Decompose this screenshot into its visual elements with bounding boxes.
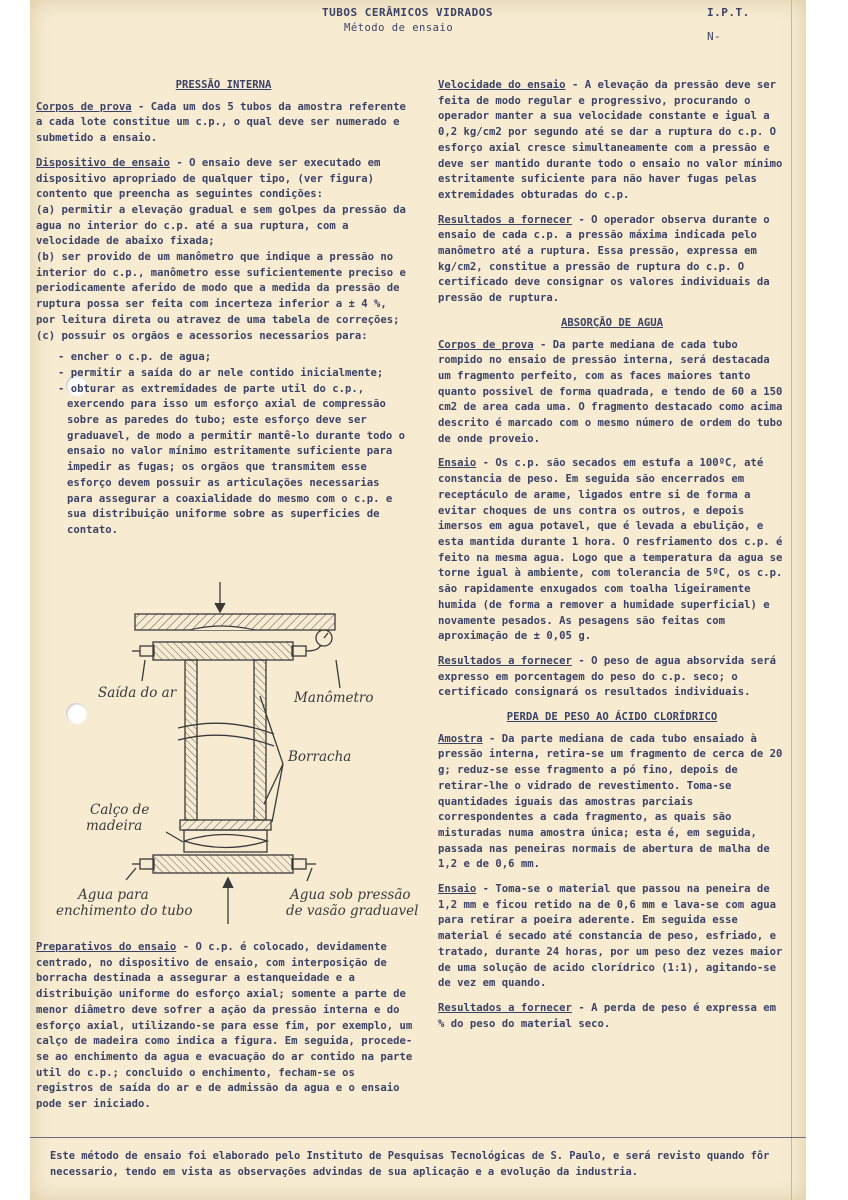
label-agua-para: Agua para [78,887,149,903]
label-madeira: madeira [86,818,143,834]
test-apparatus-figure [50,576,438,926]
label-resultados-a-fornecer: Resultados a fornecer [438,1001,572,1014]
section-heading-perda-de-peso: PERDA DE PESO AO ÁCIDO CLORÍDRICO [506,711,718,724]
label-velocidade-do-ensaio: Velocidade do ensaio [438,79,566,91]
label-resultados-a-fornecer: Resultados a fornecer [438,213,572,226]
text-resultados-pressao: - O operador observa durante o ensaio de cada c.p. a pressão máxima indicada pelo manômetro até a ruptura. Essa pressão, expressa em kg/cm2, constitue a pressão de ruptura do c.p. O certificado deve consignar os valores individuais da pressão de ruptura. [438,213,770,305]
list-item: - encher o c.p. de agua; [58,351,212,364]
paragraph-corpos-de-prova [36,100,411,147]
label-ensaio: Ensaio [438,883,477,896]
left-column [36,78,411,539]
text-ensaio-acido: - Toma-se o material que passou na peneira de 1,2 mm e ficou retido na de 0,6 mm e lava-se com agua para retirar a poeira aderente. Em seguida esse material é secado até constancia de peso, esfriado, e tratado, durante 24 horas, por um peso dez vezes maior de uma solução de acido clorídrico (1:1), agitando-se de vez em quando. [438,883,783,990]
footer-divider [30,1137,806,1138]
section-heading-pressao-interna: PRESSÃO INTERNA [175,79,272,91]
paragraph-resultados-acido [438,1001,786,1032]
condition-c: (c) possuir os orgãos e acessorios necessarios para: [36,329,368,342]
list-item: - permitir a saída do ar nele contido inicialmente; [58,366,384,379]
paragraph-amostra [438,732,786,873]
label-vasao-graduavel: de vasão graduavel [286,903,419,919]
list-item: - obturar as extremidades de parte util do c.p., exercendo para isso um esforço axial de compressão sobre as paredes do tubo; este esforço deve ser graduavel, de modo a permitir mantê-lo durante todo o ensaio no valor mínimo estritamente suficiente para impedir as fugas; os orgãos que transmitem esse esforço devem possuir as articulações necessarias para assegurar a coaxialidade do mesmo com o c.p. e sua distribuição uniforme sobre as superficies de contato. [58,382,406,536]
label-agua-sob-pressao: Agua sob pressão [290,887,411,903]
label-resultados-a-fornecer: Resultados a fornecer [438,654,572,667]
text-resultados-absorcao: - O peso de agua absorvida será expresso em porcentagem do peso do c.p. seco; o certificado consignará os resultados individuais. [438,654,777,699]
text-resultados-acido: - A perda de peso é expressa em % do peso do material seco. [438,1001,777,1030]
paragraph-ensaio-absorcao [438,456,786,644]
paragraph-dispositivo [36,156,411,203]
label-saida-do-ar: Saída do ar [98,685,177,701]
footer-note: Este método de ensaio foi elaborado pelo Instituto de Pesquisas Tecnológicas de S. Paulo, e será revisto quando fôr necessario, tendo em vista as observações advindas de sua aplicação e a evolução da industria. [50,1150,770,1178]
label-corpos-de-prova: Corpos de prova [36,100,132,113]
paragraph-preparativos [36,940,416,1113]
condition-b: (b) ser provido de um manômetro que indique a pressão no interior do c.p., manômetro esse suficientemente preciso e periodicamente aferido de modo que a medida da pressão de ruptura possa ser feita com incerteza inferior a ± 4 %, por leitura direta ou atravez de uma tabela de correções; [36,251,406,326]
label-corpos-de-prova: Corpos de prova [438,338,534,351]
page-edge-divider [791,0,792,1200]
left-column-bottom [36,940,416,1122]
organization-code: I.P.T. [707,6,750,19]
text-velocidade: - A elevação da pressão deve ser feita de modo regular e progressivo, procurando o operador manter a sua velocidade constante e igual a 0,2 kg/cm2 por segundo até se dar a ruptura do c.p. O esforço axial cresce simultaneamente com a pressão e deve ser mantido durante todo o ensaio no valor mínimo estritamente suficiente para não haver fugas pelas extremidades obturadas do c.p. [438,79,783,201]
paragraph-ensaio-acido [438,882,786,992]
label-dispositivo-de-ensaio: Dispositivo de ensaio [36,156,170,169]
text-corpos-de-prova: - Cada um dos 5 tubos da amostra referente a cada lote constitue um c.p., o qual deve ser numerado e submetido a ensaio. [36,100,406,145]
text-amostra: - Da parte mediana de cada tubo ensaiado à pressão interna, retira-se um fragmento de cerca de 20 g; reduz-se esse fragmento a pó fino, depois de retirar-lhe o vidrado de revestimento. Toma-se quantidades iguais das amostras parciais correspondentes a cada fragmento, as quais são misturadas numa amostra única; esta é, em seguida, passada nas peneiras normais de abertura de malha de 1,2 e de 0,6 mm. [438,732,783,871]
condition-a: (a) permitir a elevação gradual e sem golpes da pressão da agua no interior do c.p. até a sua ruptura, com a velocidade de abaixo fixada; [36,203,406,248]
label-preparativos-do-ensaio: Preparativos do ensaio [36,941,177,953]
paragraph-resultados-absorcao [438,654,786,701]
text-preparativos: - O c.p. é colocado, devidamente centrado, no dispositivo de ensaio, com interposição de borracha destinada a assegurar a estanqueidade e a distribuição uniforme do esforço axial; somente a parte de menor diâmetro deve sofrer a ação da pressão interna e do esforço axial, utilizando-se para esse fim, por exemplo, um calço de madeira como indica a figura. Em seguida, procede-se ao enchimento da agua e evacuação do ar contido na parte util do c.p.; concluido o enchimento, fecham-se os registros de saída do ar e de admissão da agua e o ensaio pode ser iniciado. [36,941,413,1111]
document-subtitle: Método de ensaio [344,22,454,34]
section-heading-absorcao-de-agua: ABSORÇÃO DE AGUA [560,316,664,329]
label-borracha: Borracha [288,749,352,765]
paragraph-velocidade [438,78,786,204]
label-calco-de: Calço de [90,802,150,818]
label-ensaio: Ensaio [438,457,477,470]
label-enchimento-do-tubo: enchimento do tubo [56,903,193,919]
paragraph-corpos-absorcao [438,338,786,448]
document-number: N- [707,30,722,43]
label-manometro: Manômetro [294,690,374,706]
text-dispositivo: - O ensaio deve ser executado em dispositivo apropriado de qualquer tipo, (ver figura) contento que preencha as seguintes condições: [36,156,381,201]
text-ensaio-absorcao: - Os c.p. são secados em estufa a 100ºC, até constancia de peso. Em seguida são encerrados em receptáculo de arame, ligados entre si de forma a evitar choques de uns contra os outros, e depois imersos em agua potavel, que é levada a ebulição, e esta mantida durante 1 hora. O resfriamento dos c.p. é feito na mesma agua. Logo que a temperatura da agua se torne igual à ambiente, com tolerancia de 5ºC, os c.p. são rapidamente enxugados com toalha ligeiramente humida (de forma a remover a humidade superficial) e novamente pesados. As pesagens são feitas com aproximação de ± 0,05 g. [438,457,783,643]
right-column [438,78,786,1041]
label-amostra: Amostra [438,732,483,745]
paragraph-resultados-pressao [438,213,786,307]
document-title: TUBOS CERÂMICOS VIDRADOS [322,6,493,19]
text-corpos-absorcao: - Da parte mediana de cada tubo rompido no ensaio de pressão interna, será destacada um fragmento perfeito, com as faces maiores tanto quanto possivel de forma quadrada, e tendo de 60 a 150 cm2 de area cada uma. O fragmento destacado como acima descrito é marcado com o mesmo número de ordem do tubo de onde proveio. [438,338,783,445]
